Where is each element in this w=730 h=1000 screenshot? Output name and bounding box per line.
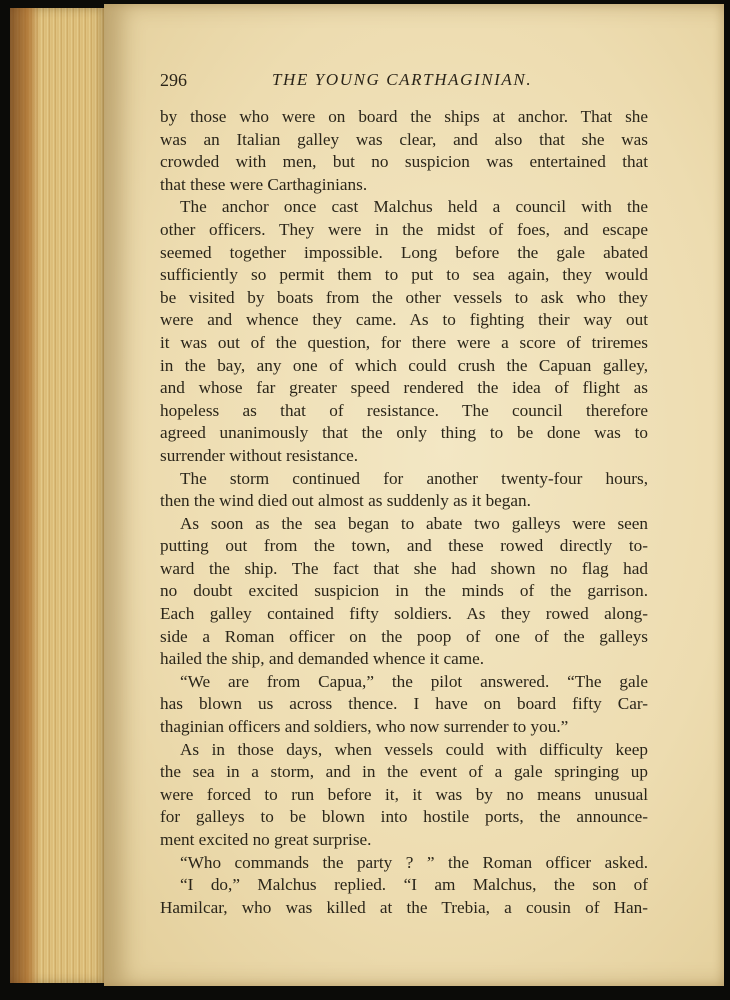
- text-line: has blown us across thence. I have on board fifty Car-: [160, 694, 648, 714]
- text-line: As in those days, when vessels could with difficulty keep: [180, 739, 648, 759]
- text-line: were and whence they came. As to fighting their way out: [160, 310, 648, 330]
- text-line: it was out of the question, for there were a score of triremes: [160, 332, 648, 352]
- text-line: the sea in a storm, and in the event of a gale springing up: [160, 762, 648, 782]
- text-line: agreed unanimously that the only thing to be done was to: [160, 423, 648, 443]
- text-line: and whose far greater speed rendered the idea of flight as: [160, 378, 648, 398]
- text-line: ment excited no great surprise.: [160, 830, 372, 849]
- book-page: [104, 4, 724, 986]
- text-line: for galleys to be blown into hostile ports, the announce-: [160, 807, 648, 827]
- running-head: THE YOUNG CARTHAGINIAN.: [272, 70, 533, 89]
- text-line: side a Roman officer on the poop of one of the galleys: [160, 626, 648, 646]
- text-line: ward the ship. The fact that she had shown no flag had: [160, 558, 648, 578]
- text-line: “I do,” Malchus replied. “I am Malchus, the son of: [180, 875, 648, 895]
- text-line: no doubt excited suspicion in the minds of the garrison.: [160, 581, 648, 601]
- text-line: by those who were on board the ships at anchor. That she: [160, 107, 648, 126]
- text-line: “Who commands the party ? ” the Roman officer asked.: [180, 852, 648, 872]
- text-line: hailed the ship, and demanded whence it came.: [160, 649, 485, 669]
- text-line: surrender without resistance.: [160, 445, 359, 465]
- text-line: then the wind died out almost as suddenly as it began.: [160, 491, 531, 511]
- text-line: seemed together impossible. Long before the gale abated: [160, 242, 648, 262]
- text-line: hopeless as that of resistance. The council therefore: [160, 400, 648, 420]
- text-line: sufficiently so permit them to put to sea again, they would: [160, 265, 648, 285]
- text-line: The anchor once cast Malchus held a council with the: [180, 197, 648, 217]
- text-line: “We are from Capua,” the pilot answered. “The gale: [180, 671, 648, 691]
- text-line: crowded with men, but no suspicion was entertained that: [160, 152, 648, 172]
- page-header: [160, 70, 654, 94]
- body-text: [160, 106, 648, 919]
- text-line: Each galley contained fifty soldiers. As they rowed along-: [160, 604, 648, 624]
- text-line: be visited by boats from the other vessels to ask who they: [160, 287, 648, 307]
- text-line: Hamilcar, who was killed at the Trebia, a cousin of Han-: [160, 897, 648, 917]
- text-line: were forced to run before it, it was by no means unusual: [160, 784, 648, 804]
- page-number: 296: [160, 70, 187, 90]
- page-edges: [10, 8, 108, 983]
- text-line: other officers. They were in the midst of foes, and escape: [160, 219, 648, 239]
- text-line: The storm continued for another twenty-four hours,: [180, 468, 648, 488]
- text-line: was an Italian galley was clear, and also that she was: [160, 129, 648, 149]
- text-line: in the bay, any one of which could crush the Capuan galley,: [160, 355, 648, 375]
- text-line: putting out from the town, and these rowed directly to-: [160, 536, 648, 556]
- text-line: As soon as the sea began to abate two galleys were seen: [180, 513, 648, 533]
- text-line: that these were Carthaginians.: [160, 174, 368, 194]
- text-line: thaginian officers and soldiers, who now surrender to you.”: [160, 717, 569, 737]
